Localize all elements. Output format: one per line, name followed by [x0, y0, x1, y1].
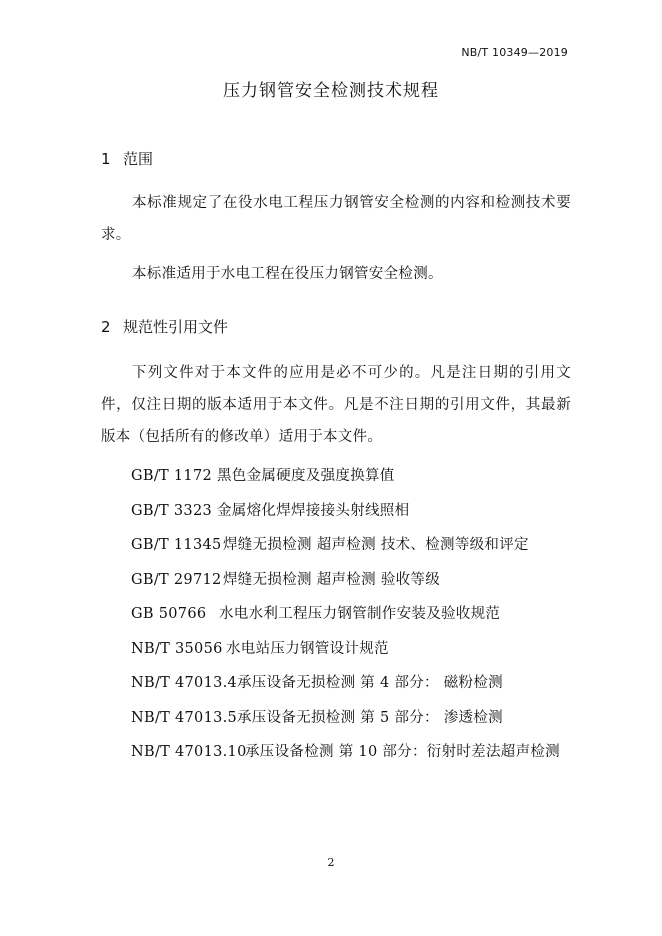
reference-title: 承压设备无损检测 第 4 部分： 磁粉检测 [237, 675, 503, 691]
reference-code: NB/T 47013.4 [131, 675, 238, 691]
references-intro-paragraph: 下列文件对于本文件的应用是必不可少的。凡是注日期的引用文件，仅注日期的版本适用于本文件。凡是不注日期的引用文件，其最新版本（包括所有的修改单）适用于本文件。 [101, 365, 571, 445]
section-number: 2 [101, 318, 111, 336]
section-heading-normative-references [101, 316, 228, 337]
reference-title: 金属熔化焊焊接接头射线照相 [217, 502, 410, 519]
reference-list [131, 464, 560, 775]
reference-item [131, 706, 560, 741]
reference-item [131, 637, 560, 672]
reference-code: GB/T 29712 [131, 571, 222, 588]
reference-item [131, 740, 560, 775]
section-title: 范围 [123, 150, 154, 168]
reference-title: 焊缝无损检测 超声检测 技术、检测等级和评定 [223, 537, 529, 553]
reference-item [131, 671, 560, 706]
standard-code-header: NB/T 10349—2019 [461, 46, 568, 59]
document-title: 压力钢管安全检测技术规程 [223, 81, 439, 101]
section-number: 1 [101, 150, 111, 168]
scope-paragraph-1: 本标准规定了在役水电工程压力钢管安全检测的内容和检测技术要求。 [101, 195, 571, 243]
reference-title: 承压设备无损检测 第 5 部分： 渗透检测 [237, 709, 503, 726]
reference-title: 焊缝无损检测 超声检测 验收等级 [223, 571, 441, 588]
reference-title: 承压设备检测 第 10 部分：衍射时差法超声检测 [245, 744, 560, 760]
reference-code: GB 50766 [131, 606, 207, 622]
reference-code: GB/T 1172 [131, 468, 213, 484]
scope-paragraph-2: 本标准适用于水电工程在役压力钢管安全检测。 [132, 266, 443, 282]
reference-title: 水电站压力钢管设计规范 [226, 640, 389, 657]
reference-code: NB/T 35056 [131, 640, 223, 657]
reference-title: 黑色金属硬度及强度换算值 [217, 468, 395, 484]
reference-code: GB/T 11345 [131, 537, 222, 553]
section-title: 规范性引用文件 [123, 318, 229, 336]
reference-item [131, 464, 560, 499]
reference-code: NB/T 47013.10 [131, 744, 247, 760]
reference-item [131, 602, 560, 637]
reference-title: 水电水利工程压力钢管制作安装及验收规范 [219, 606, 501, 622]
reference-item [131, 533, 560, 568]
reference-item [131, 568, 560, 603]
reference-item [131, 499, 560, 534]
page-number: 2 [327, 856, 335, 869]
reference-code: NB/T 47013.5 [131, 709, 238, 726]
reference-code: GB/T 3323 [131, 502, 213, 519]
section-heading-scope [101, 148, 153, 169]
